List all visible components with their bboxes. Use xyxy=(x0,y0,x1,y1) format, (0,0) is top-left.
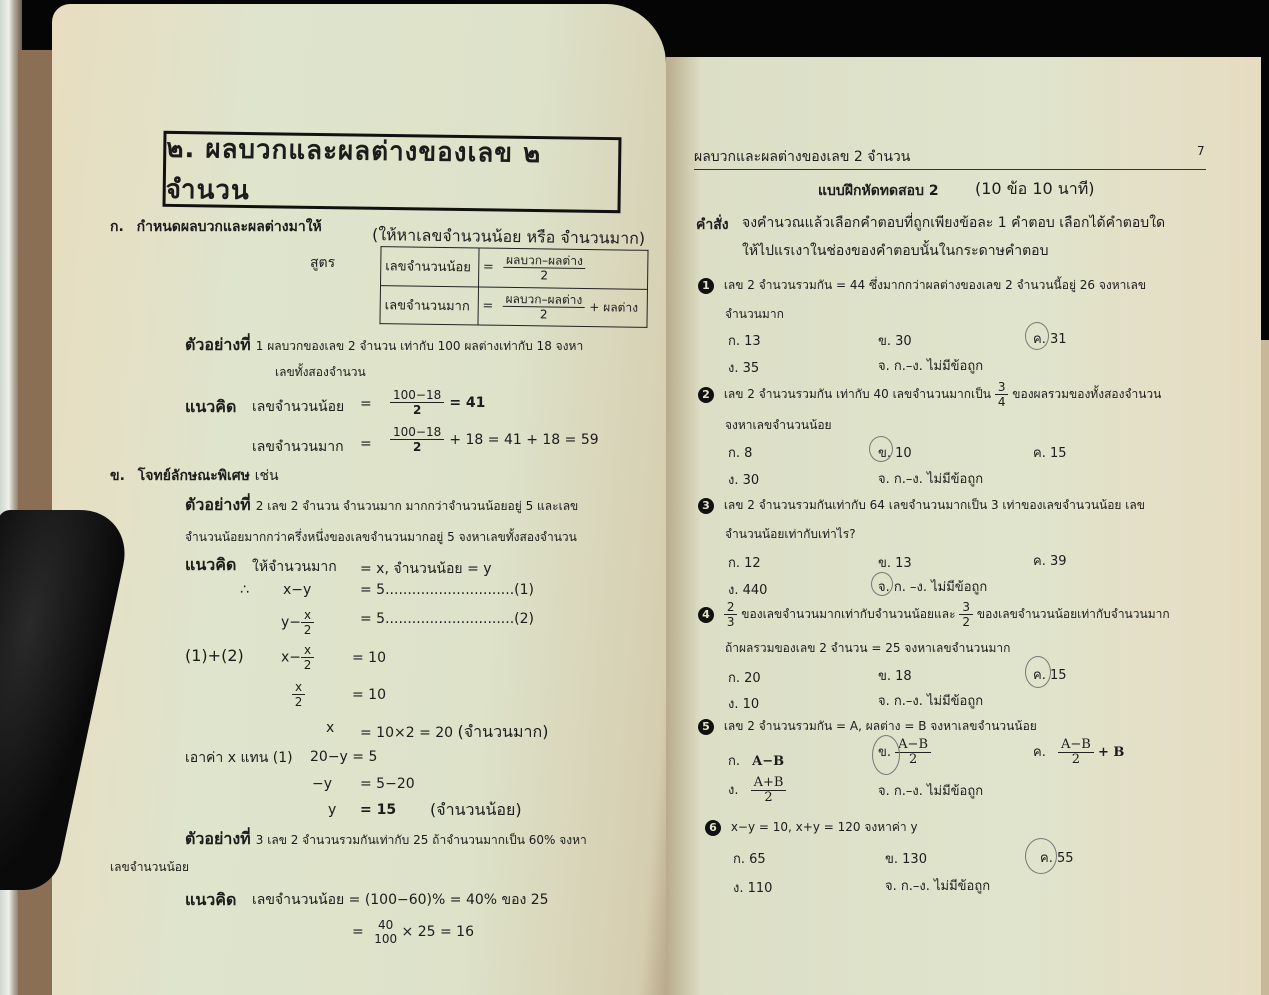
choice-a[interactable]: ก. 20 xyxy=(728,671,761,686)
chapter-title-box xyxy=(162,131,621,213)
pencil-mark-circle xyxy=(869,436,893,462)
choice-a[interactable]: ก. 65 xyxy=(733,852,766,867)
question-number-badge: 2 xyxy=(698,387,714,403)
pencil-mark-circle xyxy=(872,735,900,775)
choice-d[interactable]: ง. 30 xyxy=(728,473,760,488)
example-3: ตัวอย่างที่ 3 เลข 2 จำนวนรวมกันเท่ากับ 25 ถ้าจำนวนมากเป็น 60% จงหา xyxy=(185,829,587,848)
example-1-line2: เลขทั้งสองจำนวน xyxy=(275,365,366,379)
choice-d[interactable]: ง. 110 xyxy=(733,881,773,896)
approach-label: แนวคิด xyxy=(185,890,237,909)
large-number-label: เลขจำนวนมาก xyxy=(252,439,344,455)
choice-a[interactable]: ก. 8 xyxy=(728,446,753,461)
chapter-title: ๒. ผลบวกและผลต่างของเลข ๒ จำนวน xyxy=(165,133,542,207)
choice-b[interactable]: ข. 30 xyxy=(878,334,912,349)
approach-label: แนวคิด xyxy=(185,397,237,416)
choice-e[interactable]: จ. ก.–ง. ไม่มีข้อถูก xyxy=(878,359,984,374)
question-5: 5 เลข 2 จำนวนรวมกัน = A, ผลต่าง = B จงหาเลขจำนวนน้อย xyxy=(698,717,1037,736)
choice-c[interactable]: ค. 15 xyxy=(1033,446,1067,461)
choice-d[interactable]: ง. 10 xyxy=(728,697,760,712)
formula-row-large: เลขจำนวนมาก = $\frac{\text{ผลบวก–ผลต่าง}}{2}$ + ผลต่าง xyxy=(380,285,648,327)
question-2: 2 เลข 2 จำนวนรวมกัน เท่ากับ 40 เลขจำนวนมากเป็น $\frac{3}{4}$ ของผลรวมของทั้งสองจำนวน xyxy=(698,380,1161,409)
page-edge-strip xyxy=(1261,340,1269,995)
choice-e[interactable]: จ. ก.–ง. ไม่มีข้อถูก xyxy=(878,472,984,487)
choice-c[interactable]: ค. 15 xyxy=(1033,668,1067,683)
choice-d[interactable]: ง. 440 xyxy=(728,583,768,598)
choice-a[interactable]: ก. 13 xyxy=(728,334,761,349)
choice-c[interactable]: ค. 55 xyxy=(1040,851,1074,866)
question-1: 1 เลข 2 จำนวนรวมกัน = 44 ซึ่งมากกว่าผลต่างของเลข 2 จำนวนนี้อยู่ 26 จงหาเลข xyxy=(698,276,1146,295)
page-number: 7 xyxy=(1197,144,1205,158)
example-1-small-calc: $\frac{100-18}{2}$ = 41 xyxy=(390,388,485,417)
question-number-badge: 4 xyxy=(698,607,714,623)
exercise-title: แบบฝึกหัดทดสอบ 2 xyxy=(818,183,939,199)
instruction-label: คำสั่ง xyxy=(696,217,729,233)
exercise-meta: (10 ข้อ 10 นาที) xyxy=(975,179,1095,198)
instruction-line1: จงคำนวณแล้วเลือกคำตอบที่ถูกเพียงข้อละ 1 คำตอบ เลือกได้คำตอบใด xyxy=(742,215,1166,231)
small-number-label: เลขจำนวนน้อย xyxy=(252,399,345,415)
choice-a[interactable]: ก. A−B xyxy=(728,754,785,769)
choice-b[interactable]: ข. 10 xyxy=(878,446,912,461)
choice-b[interactable]: ข. 18 xyxy=(878,669,912,684)
pencil-mark-check xyxy=(1025,838,1057,874)
example-1-large-calc: $\frac{100-18}{2}$ + 18 = 41 + 18 = 59 xyxy=(390,425,599,454)
formula-name: เลขจำนวนน้อย xyxy=(381,247,479,287)
example-3-line2: เลขจำนวนน้อย xyxy=(110,860,190,874)
choice-c[interactable]: ค. 31 xyxy=(1033,332,1067,347)
choice-b[interactable]: ข. $\frac{A-B}{2}$ xyxy=(878,738,931,767)
section-a-note: (ให้หาเลขจำนวนน้อย หรือ จำนวนมาก) xyxy=(371,225,646,248)
approach-label: แนวคิด xyxy=(185,555,237,574)
choice-e[interactable]: จ. ก.–ง. ไม่มีข้อถูก xyxy=(878,694,984,709)
question-3: 3 เลข 2 จำนวนรวมกันเท่ากับ 64 เลขจำนวนมากเป็น 3 เท่าของเลขจำนวนน้อย เลข xyxy=(698,496,1145,515)
question-6: 6 x−y = 10, x+y = 120 จงหาค่า y xyxy=(705,818,918,837)
question-number-badge: 3 xyxy=(698,498,714,514)
section-b-heading: ข. โจทย์ลักษณะพิเศษ เช่น xyxy=(110,468,279,484)
choice-c[interactable]: ค. 39 xyxy=(1033,554,1067,569)
choice-b[interactable]: ข. 13 xyxy=(878,556,912,571)
header-rule xyxy=(694,169,1206,170)
formula-name: เลขจำนวนมาก xyxy=(380,285,478,325)
question-number-badge: 1 xyxy=(698,278,714,294)
question-4: 4 $\frac{2}{3}$ ของเลขจำนวนมากเท่ากับจำนวนน้อยและ $\frac{3}{2}$ ของเลขจำนวนน้อยเท่ากับจำนวนมาก xyxy=(698,600,1170,629)
choice-d[interactable]: ง. $\frac{A+B}{2}$ xyxy=(728,776,786,805)
example-2: ตัวอย่างที่ 2 เลข 2 จำนวน จำนวนมาก มากกว่าจำนวนน้อยอยู่ 5 และเลข xyxy=(185,495,579,514)
section-a-heading: ก. กำหนดผลบวกและผลต่างมาให้ xyxy=(110,219,322,235)
running-header: ผลบวกและผลต่างของเลข 2 จำนวน xyxy=(694,149,911,165)
example-2-line2: จำนวนน้อยมากกว่าครึ่งหนึ่งของเลขจำนวนมากอยู่ 5 จงหาเลขทั้งสองจำนวน xyxy=(185,530,577,544)
pencil-mark-circle xyxy=(1025,322,1049,350)
choice-c[interactable]: ค. $\frac{A-B}{2}$ + B xyxy=(1033,737,1125,767)
pencil-mark-circle xyxy=(871,572,893,596)
example-1: ตัวอย่างที่ 1 ผลบวกของเลข 2 จำนวน เท่ากับ 100 ผลต่างเท่ากับ 18 จงหา xyxy=(185,335,584,354)
question-number-badge: 6 xyxy=(705,820,721,836)
formula-label: สูตร xyxy=(310,255,336,271)
question-number-badge: 5 xyxy=(698,719,714,735)
formula-table xyxy=(379,246,648,328)
instruction-line2: ให้ไปแรเงาในช่องของคำตอบนั้นในกระดาษคำตอบ xyxy=(742,243,1049,259)
pencil-mark-circle xyxy=(1025,656,1051,688)
choice-e[interactable]: จ. ก. –ง. ไม่มีข้อถูก xyxy=(878,580,988,595)
choice-e[interactable]: จ. ก.–ง. ไม่มีข้อถูก xyxy=(878,784,984,799)
choice-e[interactable]: จ. ก.–ง. ไม่มีข้อถูก xyxy=(885,879,991,894)
choice-d[interactable]: ง. 35 xyxy=(728,361,760,376)
formula-row-small: เลขจำนวนน้อย = $\frac{\text{ผลบวก–ผลต่าง}}{2}$ xyxy=(381,247,649,289)
choice-a[interactable]: ก. 12 xyxy=(728,556,761,571)
choice-b[interactable]: ข. 130 xyxy=(885,852,927,867)
